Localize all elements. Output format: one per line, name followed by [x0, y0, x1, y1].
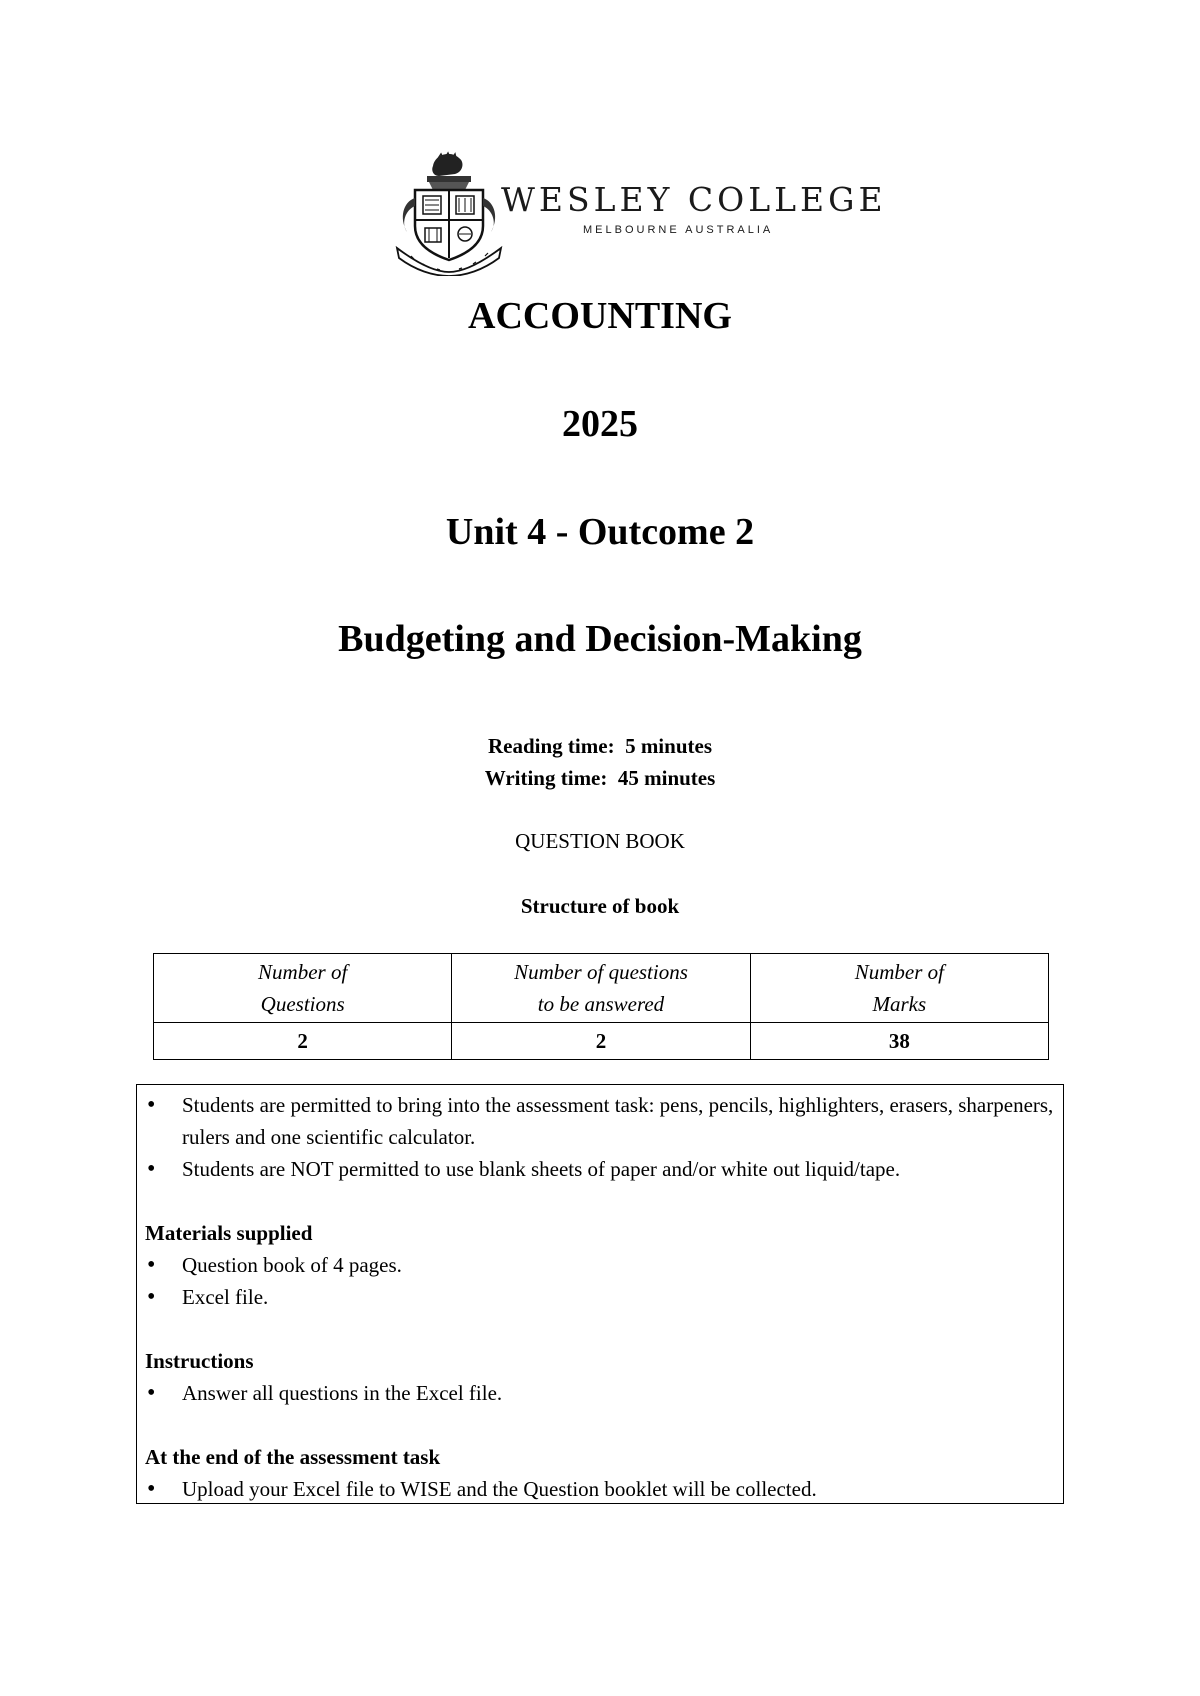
school-location: MELBOURNE AUSTRALIA: [583, 224, 774, 236]
table-header-row: [154, 954, 1049, 1023]
header-line: Number of questions: [514, 960, 688, 984]
list-item: • Students are permitted to bring into the assessment task: pens, pencils, highlighters, erasers, sharpeners, rulers and one scientific calculator.: [145, 1089, 1063, 1153]
header-questions-to-answer: [452, 954, 750, 1023]
materials-list: [145, 1249, 1063, 1313]
instructions-heading: Instructions: [145, 1349, 254, 1373]
list-item: • Question book of 4 pages.: [145, 1249, 1063, 1281]
instructions-box: [136, 1084, 1064, 1504]
value-number-of-marks: 38: [750, 1023, 1048, 1060]
end-heading: At the end of the assessment task: [145, 1445, 441, 1469]
list-item: • Answer all questions in the Excel file.: [145, 1377, 1063, 1409]
school-crest-icon: [393, 148, 505, 276]
value-questions-to-answer: 2: [452, 1023, 750, 1060]
school-name: WESLEY COLLEGE: [501, 180, 887, 219]
header-number-of-questions: [154, 954, 452, 1023]
year-title: 2025: [562, 403, 638, 445]
structure-label: Structure of book: [520, 894, 680, 918]
structure-table: [153, 953, 1049, 1060]
header-line: to be answered: [537, 992, 665, 1016]
list-item: • Students are NOT permitted to use blank sheets of paper and/or white out liquid/tape.: [145, 1153, 1063, 1185]
subject-title: ACCOUNTING: [468, 295, 732, 337]
unit-title: Unit 4 - Outcome 2: [445, 511, 755, 553]
value-number-of-questions: 2: [154, 1023, 452, 1060]
question-book-label: QUESTION BOOK: [515, 829, 685, 853]
list-item: • Upload your Excel file to WISE and the Question booklet will be collected.: [145, 1473, 1063, 1505]
topic-title: Budgeting and Decision-Making: [338, 618, 862, 660]
writing-time: Writing time: 45 minutes: [484, 766, 716, 790]
table-row: [154, 1023, 1049, 1060]
instructions-list: [145, 1377, 1063, 1409]
header-line: Marks: [872, 992, 927, 1016]
materials-heading: Materials supplied: [145, 1221, 313, 1245]
school-logo: [393, 148, 887, 278]
header-line: Questions: [260, 992, 345, 1016]
reading-time: Reading time: 5 minutes: [488, 734, 712, 758]
header-number-of-marks: [750, 954, 1048, 1023]
list-item: • Excel file.: [145, 1281, 1063, 1313]
header-line: Number of: [854, 960, 944, 984]
header-line: Number of: [258, 960, 348, 984]
end-list: [145, 1473, 1063, 1505]
permitted-list: [145, 1089, 1063, 1185]
